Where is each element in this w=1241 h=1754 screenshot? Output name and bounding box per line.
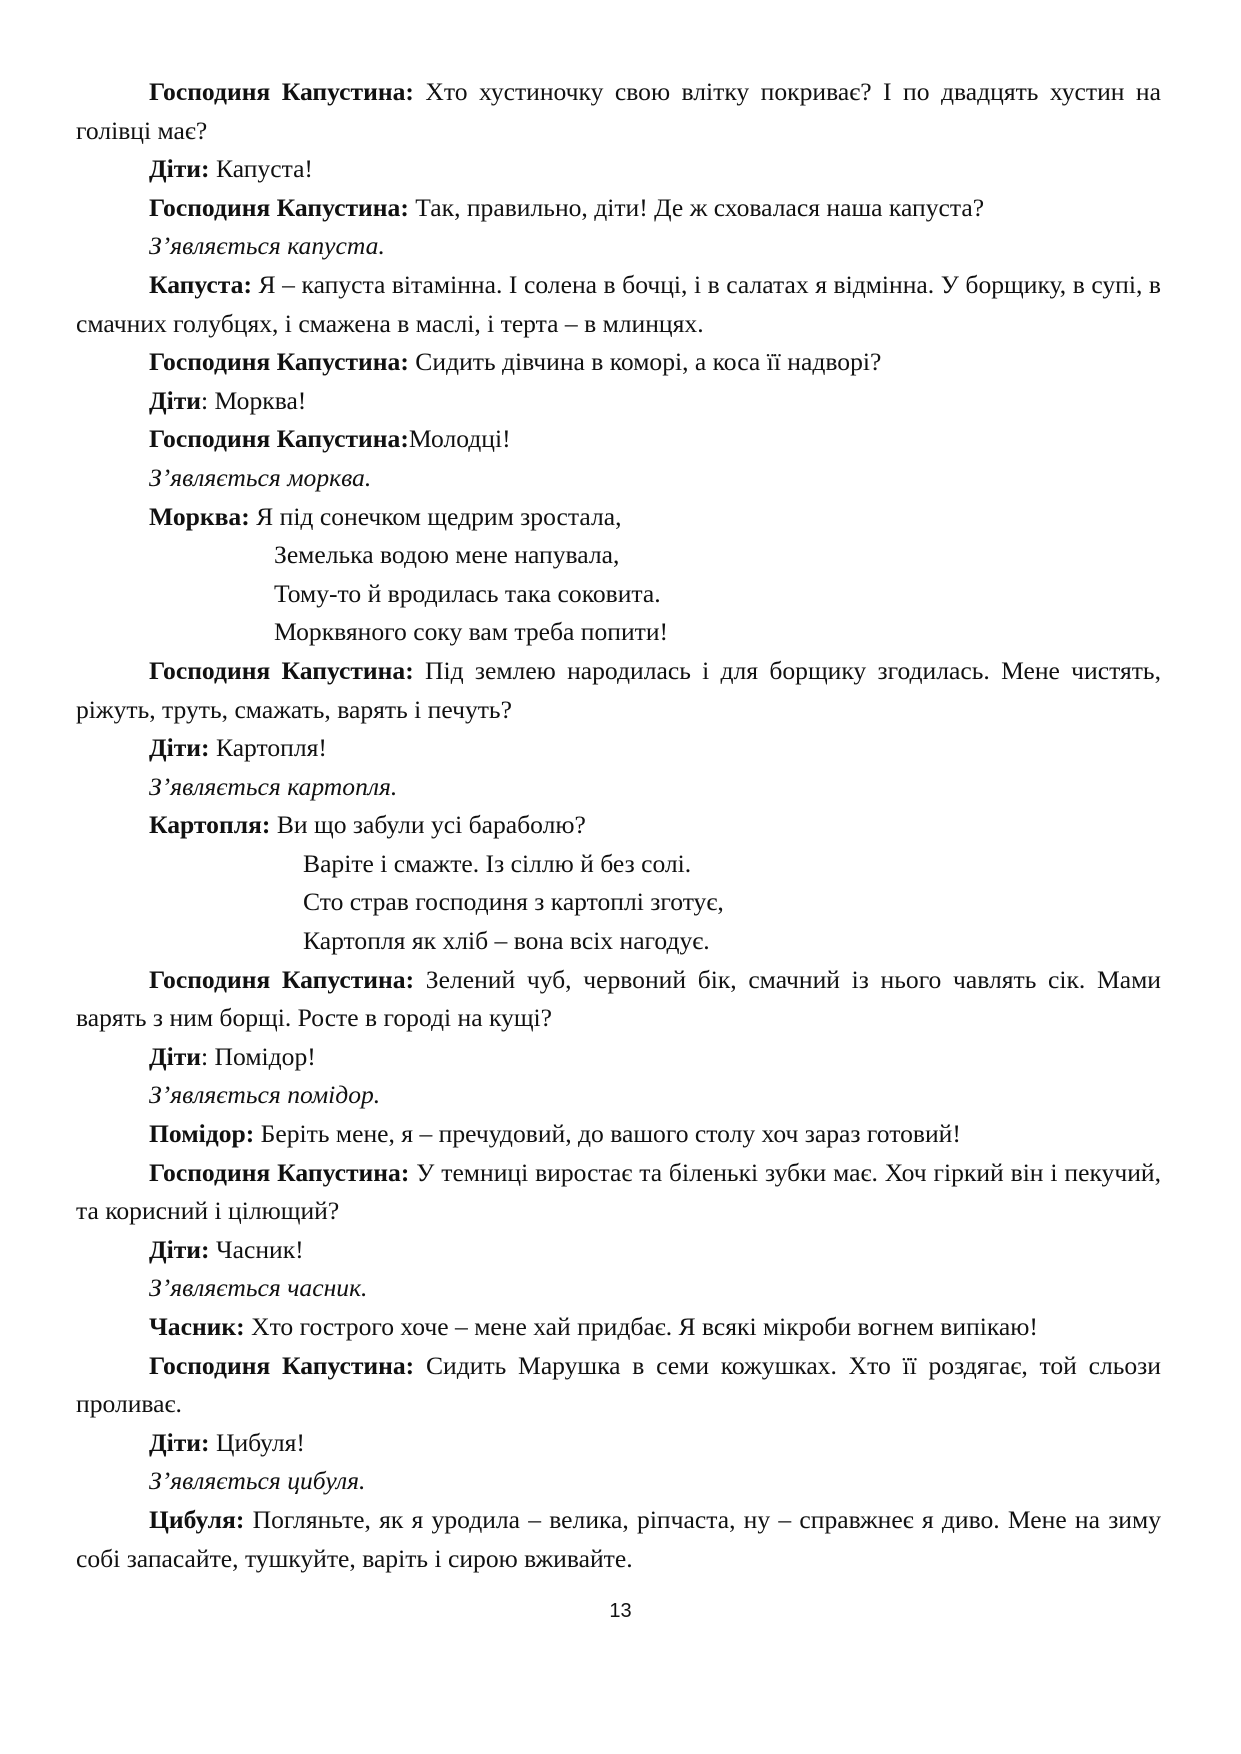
line-text: : Помідор! <box>201 1041 316 1071</box>
stage-direction: З’являється капуста. <box>149 231 385 261</box>
dialogue-line <box>76 420 1161 459</box>
line-text: Беріть мене, я – пречудовий, до вашого столу хоч зараз готовий! <box>254 1119 961 1149</box>
dialogue-line <box>76 961 1161 1038</box>
dialogue-line <box>76 150 1161 189</box>
verse-line: Варіте і смажте. Із сіллю й без солі. <box>303 848 692 878</box>
dialogue-line <box>76 1424 1161 1463</box>
speaker-name: Діти: <box>149 1427 210 1457</box>
dialogue-line <box>76 1115 1161 1154</box>
speaker-name: Капуста: <box>149 269 252 299</box>
document-body <box>76 73 1161 1578</box>
speaker-name: Діти: <box>149 1234 210 1264</box>
dialogue-line <box>76 652 1161 729</box>
stage-direction: З’являється помідор. <box>149 1080 381 1110</box>
speaker-name: Господиня Капустина: <box>149 655 414 685</box>
speaker-name: Картопля: <box>149 810 271 840</box>
speaker-name: Часник: <box>149 1312 245 1341</box>
stage-direction: З’являється часник. <box>149 1273 368 1303</box>
dialogue-line <box>76 806 1161 845</box>
line-text: Погляньте, як я уродила – велика, ріпчаста, ну – справжнеє я диво. Мене на зиму собі запасайте, тушкуйте, варіть і сирою вживайте. <box>76 1504 1161 1573</box>
stage-direction: З’являється морква. <box>149 462 372 492</box>
line-text: Картопля! <box>209 733 327 763</box>
line-text: Сидить Марушка в семи кожушках. Хто її роздягає, той сльози проливає. <box>76 1350 1161 1419</box>
verse-line: Земелька водою мене напувала, <box>274 540 620 570</box>
line-text: Я – капуста вітамінна. І солена в бочці, і в салатах я відмінна. У борщику, в супі, в смачних голубцях, і смажена в маслі, і терта – в млинцях. <box>76 269 1161 338</box>
stage-direction: З’являється картопля. <box>149 771 398 801</box>
page-number: 13 <box>609 1600 632 1622</box>
speaker-name: Діти <box>149 385 202 415</box>
line-text: Часник! <box>209 1234 304 1264</box>
speaker-name: Господиня Капустина: <box>149 424 409 454</box>
dialogue-line <box>76 1501 1161 1578</box>
line-text: Сидить дівчина в коморі, а коса її надворі? <box>408 347 882 377</box>
speaker-name: Діти: <box>149 154 210 184</box>
verse-line: Сто страв господиня з картоплі зготує, <box>303 887 724 917</box>
dialogue-line <box>76 1038 1161 1077</box>
line-text: Хто хустиночку свою влітку покриває? І по двадцять хустин на голівці має? <box>76 77 1161 145</box>
speaker-name: Помідор: <box>149 1119 255 1149</box>
speaker-name: Господиня Капустина: <box>149 77 414 106</box>
line-text: : Морква! <box>201 385 307 415</box>
speaker-name: Діти <box>149 1041 202 1071</box>
speaker-name: Господиня Капустина: <box>149 347 409 377</box>
speaker-name: Цибуля: <box>149 1504 245 1534</box>
line-text: Хто гострого хоче – мене хай придбає. Я всякі мікроби вогнем випікаю! <box>244 1312 1038 1341</box>
line-text: Молодці! <box>408 424 511 454</box>
dialogue-line <box>76 266 1161 343</box>
speaker-name: Діти: <box>149 733 210 763</box>
dialogue-line <box>76 73 1161 150</box>
dialogue-line <box>76 729 1161 768</box>
dialogue-line <box>76 1231 1161 1270</box>
speaker-name: Господиня Капустина: <box>149 1350 415 1380</box>
line-text: Зелений чуб, червоний бік, смачний із нього чавлять сік. Мами варять з ним борщі. Росте в городі на кущі? <box>76 964 1161 1033</box>
dialogue-line <box>76 343 1161 382</box>
dialogue-line <box>76 1154 1161 1231</box>
dialogue-line <box>76 498 1161 537</box>
line-text: Капуста! <box>209 154 313 184</box>
speaker-name: Господиня Капустина: <box>149 964 415 994</box>
line-text: Під землею народилась і для борщику згодилась. Мене чистять, ріжуть, труть, смажать, варять і печуть? <box>76 655 1161 724</box>
verse-line: Картопля як хліб – вона всіх нагодує. <box>303 926 710 956</box>
line-text: Я під сонечком щедрим зростала, <box>249 501 622 531</box>
speaker-name: Морква: <box>149 501 250 531</box>
dialogue-line <box>76 1308 1161 1347</box>
verse-line: Морквяного соку вам треба попити! <box>274 617 669 647</box>
dialogue-line <box>76 1347 1161 1424</box>
line-text: Ви що забули усі бараболю? <box>270 810 586 840</box>
dialogue-line <box>76 382 1161 421</box>
speaker-name: Господиня Капустина: <box>149 1157 410 1187</box>
dialogue-line <box>76 189 1161 228</box>
stage-direction: З’являється цибуля. <box>149 1466 366 1496</box>
verse-line: Тому-то й вродилась така соковита. <box>274 578 661 608</box>
line-text: Цибуля! <box>209 1427 305 1457</box>
speaker-name: Господиня Капустина: <box>149 192 409 222</box>
line-text: Так, правильно, діти! Де ж сховалася наша капуста? <box>408 192 985 222</box>
line-text: У темниці виростає та біленькі зубки має. Хоч гіркий він і пекучий, та корисний і цілющий? <box>76 1157 1161 1226</box>
